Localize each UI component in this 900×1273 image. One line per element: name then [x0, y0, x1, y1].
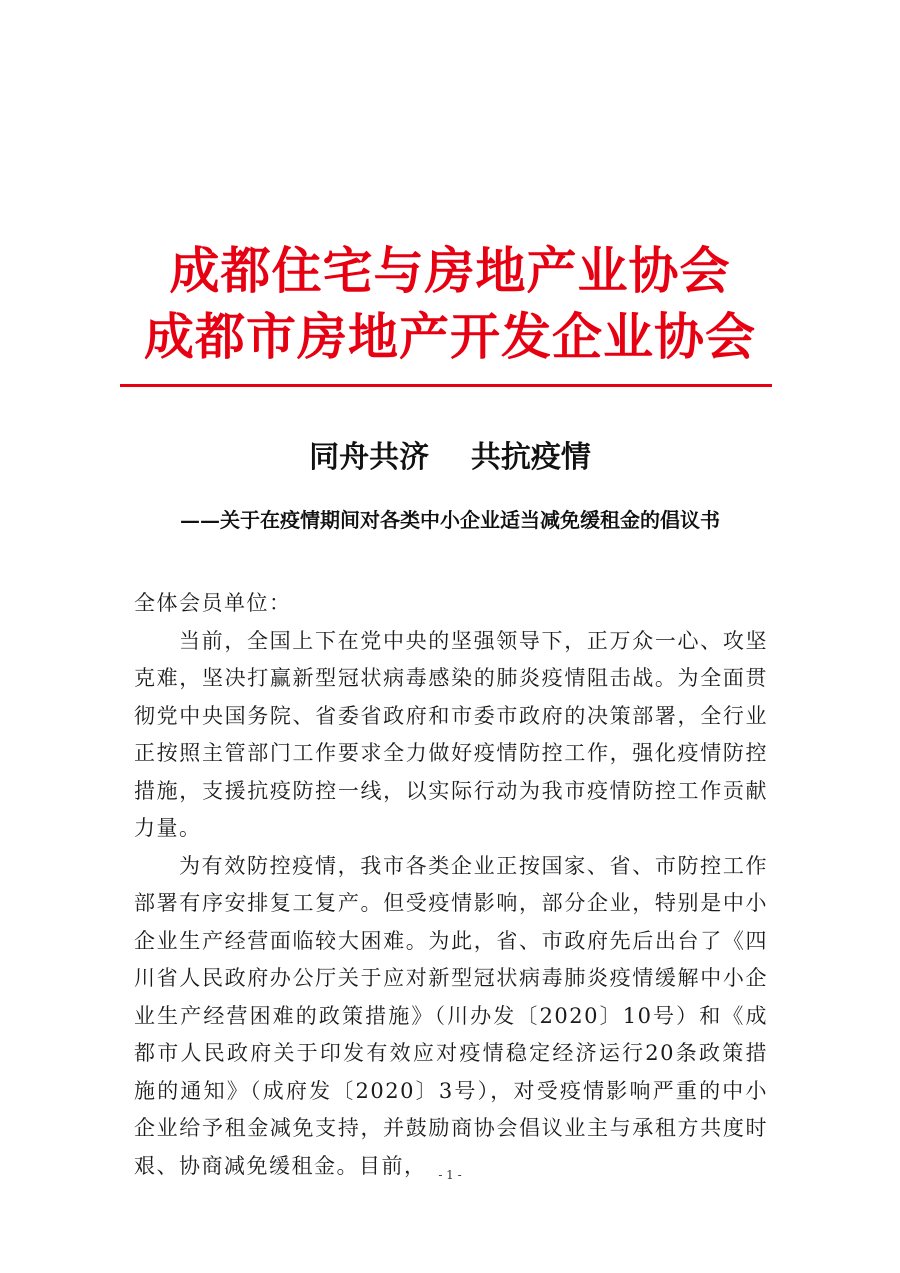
letterhead — [0, 238, 900, 370]
body-paragraph-2: 为有效防控疫情，我市各类企业正按国家、省、市防控工作部署有序安排复工复产。但受疫情影响，部分企业，特别是中小企业生产经营面临较大困难。为此，省、市政府先后出台了《四川省人民政府办公厅关于应对新型冠状病毒肺炎疫情缓解中小企业生产经营困难的政策措施》（川办发〔2020〕10号）和《成都市人民政府关于印发有效应对疫情稳定经济运行20条政策措施的通知》（成府发〔2020〕3号），对受疫情影响严重的中小企业给予租金减免支持，并鼓励商协会倡议业主与承租方共度时艰、协商减免缓租金。目前， — [134, 853, 768, 1178]
salutation: 全体会员单位： — [134, 591, 292, 615]
document-subtitle: ——关于在疫情期间对各类中小企业适当减免缓租金的倡议书 — [180, 508, 720, 532]
page-number: - 1 - — [438, 1168, 462, 1182]
document-body — [134, 585, 768, 1185]
letterhead-divider — [120, 384, 772, 387]
org-name-line-1: 成都住宅与房地产业协会 — [169, 241, 731, 300]
org-name-line-2: 成都市房地产开发企业协会 — [144, 307, 756, 366]
body-paragraph-1: 当前，全国上下在党中央的坚强领导下，正万众一心、攻坚克难，坚决打赢新型冠状病毒感染的肺炎疫情阻击战。为全面贯彻党中央国务院、省委省政府和市委市政府的决策部署，全行业正按照主管部门工作要求全力做好疫情防控工作，强化疫情防控措施，支援抗疫防控一线，以实际行动为我市疫情防控工作贡献力量。 — [134, 628, 768, 840]
document-title: 同舟共济 共抗疫情 — [309, 440, 591, 475]
